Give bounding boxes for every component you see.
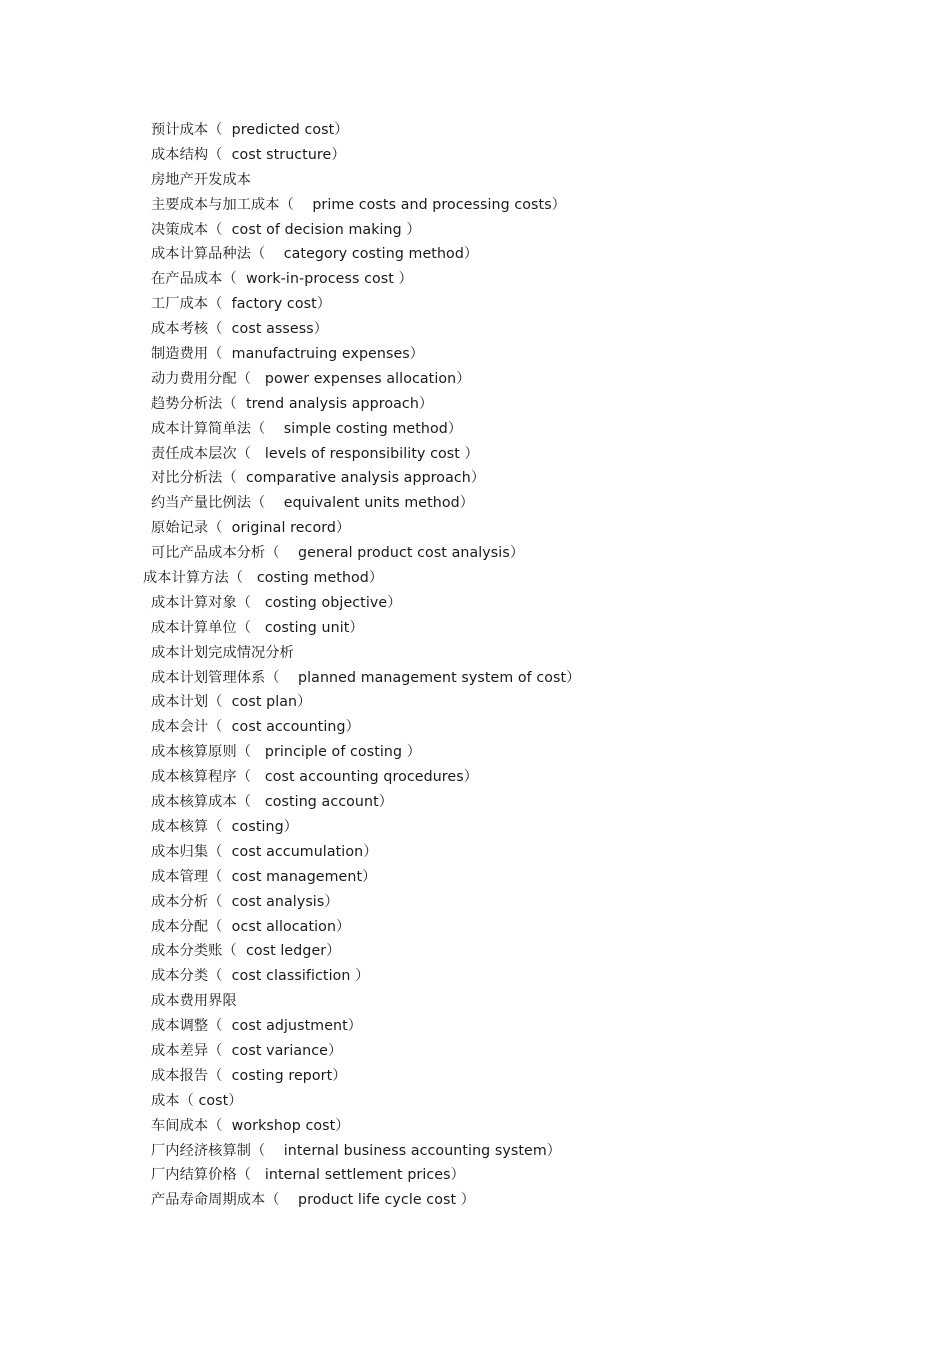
glossary-term: 成本计算单位（ costing unit）	[151, 619, 364, 636]
glossary-term: 工厂成本（ factory cost）	[151, 296, 332, 313]
glossary-term: 厂内经济核算制（ internal business accounting system）	[151, 1142, 562, 1159]
glossary-term: 趋势分析法（ trend analysis approach）	[151, 395, 434, 412]
glossary-term: 成本分类（ cost classifiction ）	[151, 968, 370, 985]
glossary-term: 成本结构（ cost structure）	[151, 146, 346, 163]
glossary-term: 成本（ cost）	[151, 1092, 243, 1109]
glossary-term: 成本考核（ cost assess）	[151, 321, 328, 338]
glossary-term: 产品寿命周期成本（ product life cycle cost ）	[151, 1192, 476, 1209]
glossary-term: 原始记录（ original record）	[151, 520, 351, 537]
glossary-term: 成本计算方法（ costing method）	[143, 570, 384, 587]
glossary-term: 成本计划（ cost plan）	[151, 694, 312, 711]
glossary-term: 约当产量比例法（ equivalent units method）	[151, 495, 474, 512]
glossary-term: 预计成本（ predicted cost）	[151, 122, 349, 138]
glossary-term: 成本差异（ cost variance）	[151, 1042, 343, 1059]
glossary-term: 车间成本（ workshop cost）	[151, 1117, 350, 1134]
glossary-term: 决策成本（ cost of decision making ）	[151, 221, 421, 238]
glossary-term: 成本费用界限	[151, 993, 237, 1010]
glossary-term: 成本计算品种法（ category costing method）	[151, 246, 479, 263]
glossary-term: 对比分析法（ comparative analysis approach）	[151, 470, 486, 487]
glossary-term: 动力费用分配（ power expenses allocation）	[151, 370, 471, 387]
glossary-term: 责任成本层次（ levels of responsibility cost ）	[151, 445, 479, 462]
glossary-term: 成本核算原则（ principle of costing ）	[151, 744, 421, 761]
glossary-term: 在产品成本（ work-in-process cost ）	[151, 271, 413, 288]
glossary-term: 成本报告（ costing report）	[151, 1067, 347, 1084]
glossary-term: 成本核算程序（ cost accounting qrocedures）	[151, 769, 479, 786]
glossary-term: 主要成本与加工成本（ prime costs and processing costs）	[151, 196, 566, 213]
glossary-term: 成本管理（ cost management）	[151, 868, 377, 885]
glossary-term: 成本核算成本（ costing account）	[151, 794, 394, 811]
glossary-term: 成本核算（ costing）	[151, 818, 299, 835]
glossary-term: 成本计划管理体系（ planned management system of cost）	[151, 669, 581, 686]
glossary-term-list	[143, 118, 581, 1213]
glossary-term: 成本计算对象（ costing objective）	[151, 594, 402, 611]
glossary-term: 成本归集（ cost accumulation）	[151, 843, 378, 860]
glossary-term: 可比产品成本分析（ general product cost analysis）	[151, 545, 525, 562]
glossary-term: 成本调整（ cost adjustment）	[151, 1018, 363, 1035]
glossary-term: 成本会计（ cost accounting）	[151, 719, 360, 736]
glossary-term: 成本分析（ cost analysis）	[151, 893, 339, 910]
glossary-term: 厂内结算价格（ internal settlement prices）	[151, 1167, 465, 1184]
glossary-term: 成本分配（ ocst allocation）	[151, 918, 351, 935]
glossary-term: 制造费用（ manufactruing expenses）	[151, 346, 425, 363]
glossary-term: 房地产开发成本	[151, 171, 252, 188]
glossary-term: 成本计划完成情况分析	[151, 644, 294, 661]
glossary-term: 成本计算简单法（ simple costing method）	[151, 420, 463, 437]
glossary-term: 成本分类账（ cost ledger）	[151, 943, 341, 960]
